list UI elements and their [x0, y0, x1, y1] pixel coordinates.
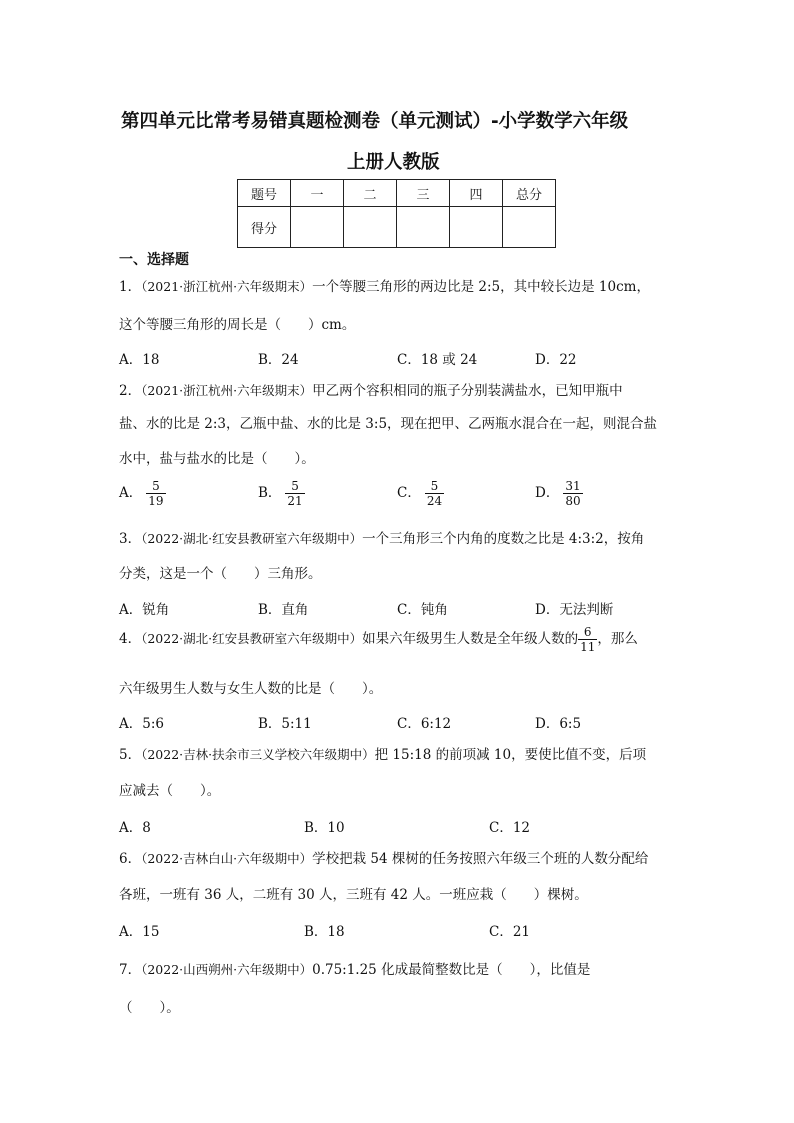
q4-option-b[interactable]: B．5:11 — [258, 716, 312, 732]
q3-option-a[interactable]: A．锐角 — [119, 602, 170, 618]
score-header-cell: 二 — [344, 180, 397, 207]
q4-option-a[interactable]: A．5:6 — [119, 716, 164, 732]
question-4-line2: 六年级男生人数与女生人数的比是（ ）。 — [119, 681, 383, 697]
fraction-denominator: 11 — [580, 640, 596, 654]
question-text: ，那么 — [597, 631, 638, 647]
score-table-score-row — [238, 207, 556, 248]
fraction — [578, 625, 597, 654]
fraction-denominator: 80 — [565, 494, 581, 508]
question-number: 5． — [119, 747, 142, 763]
score-cell-empty — [503, 207, 556, 248]
question-5-line2: 应减去（ ）。 — [119, 783, 221, 799]
page-title-line1: 第四单元比常考易错真题检测卷（单元测试）-小学数学六年级 — [121, 111, 629, 132]
option-letter: C． — [397, 485, 421, 501]
score-cell-empty — [291, 207, 344, 248]
fraction — [146, 479, 165, 508]
q6-option-a[interactable]: A．15 — [119, 924, 160, 940]
q1-option-b[interactable]: B．24 — [258, 352, 299, 368]
fraction-numerator: 31 — [565, 479, 581, 493]
question-3-line1 — [119, 527, 644, 547]
question-number: 3． — [119, 531, 142, 547]
fraction-numerator: 5 — [291, 479, 299, 493]
question-source: （2022·湖北·红安县教研室六年级期中） — [141, 531, 363, 546]
question-text: 把 15:18 的前项减 10，要使比值不变，后项 — [374, 747, 647, 763]
fraction — [285, 479, 304, 508]
question-6-line1 — [119, 847, 648, 867]
q4-option-d[interactable]: D．6:5 — [535, 716, 582, 732]
q5-option-c[interactable]: C．12 — [489, 820, 531, 836]
q5-option-a[interactable]: A．8 — [119, 820, 151, 836]
q3-option-d[interactable]: D．无法判断 — [535, 602, 614, 618]
q6-option-b[interactable]: B．18 — [304, 924, 345, 940]
question-1-line1 — [119, 275, 650, 295]
fraction-numerator: 5 — [152, 479, 160, 493]
question-source: （2022·山西朔州·六年级期中） — [141, 962, 313, 977]
question-number: 6． — [119, 851, 142, 867]
question-text: 一个三角形三个内角的度数之比是 4:3:2，按角 — [362, 531, 645, 547]
option-letter: D． — [535, 485, 560, 501]
question-2-line3: 水中，盐与盐水的比是（ ）。 — [119, 451, 315, 467]
question-source: （2021·浙江杭州·六年级期末） — [141, 383, 313, 398]
score-cell-empty — [397, 207, 450, 248]
q5-option-b[interactable]: B．10 — [304, 820, 345, 836]
score-header-cell: 四 — [450, 180, 503, 207]
q1-option-a[interactable]: A．18 — [119, 352, 160, 368]
question-6-line2: 各班，一班有 36 人，二班有 30 人，三班有 42 人。一班应栽（ ）棵树。 — [119, 887, 588, 903]
score-cell-empty — [344, 207, 397, 248]
question-source: （2022·湖北·红安县教研室六年级期中） — [141, 631, 363, 646]
q2-option-a[interactable] — [119, 479, 166, 508]
question-number: 2． — [119, 383, 142, 399]
question-5-line1 — [119, 743, 646, 763]
score-row-label: 得分 — [238, 207, 291, 248]
fraction-denominator: 24 — [426, 494, 443, 508]
score-cell-empty — [450, 207, 503, 248]
question-2-line1 — [119, 379, 623, 399]
section-heading-choice: 一、选择题 — [119, 252, 189, 268]
q1-option-c[interactable]: C．18 或 24 — [397, 352, 478, 368]
score-table — [237, 179, 556, 248]
question-number: 1． — [119, 279, 142, 295]
question-number: 7． — [119, 962, 142, 978]
question-text: 学校把栽 54 棵树的任务按照六年级三个班的人数分配给 — [312, 851, 649, 867]
score-header-cell: 三 — [397, 180, 450, 207]
q4-option-c[interactable]: C．6:12 — [397, 716, 452, 732]
question-source: （2022·吉林白山·六年级期中） — [141, 851, 313, 866]
q1-option-d[interactable]: D．22 — [535, 352, 577, 368]
fraction — [425, 479, 444, 508]
question-number: 4． — [119, 631, 142, 647]
q3-option-b[interactable]: B．直角 — [258, 602, 309, 618]
score-header-cell: 一 — [291, 180, 344, 207]
fraction-denominator: 21 — [287, 494, 303, 508]
question-1-line2: 这个等腰三角形的周长是（ ）cm。 — [119, 317, 356, 333]
question-4-line1 — [119, 625, 638, 654]
option-letter: B． — [258, 485, 282, 501]
q2-option-c[interactable] — [397, 479, 444, 508]
q3-option-c[interactable]: C．钝角 — [397, 602, 448, 618]
question-text: 一个等腰三角形的两边比是 2:5，其中较长边是 10cm， — [312, 279, 650, 295]
q6-option-c[interactable]: C．21 — [489, 924, 531, 940]
question-text: 如果六年级男生人数是全年级人数的 — [362, 631, 579, 647]
question-2-line2: 盐、水的比是 2:3，乙瓶中盐、水的比是 3:5，现在把甲、乙两瓶水混合在一起，则混合盐 — [119, 416, 658, 432]
question-7-line1 — [119, 958, 590, 978]
question-text: 0.75:1.25 化成最简整数比是（ ），比值是 — [312, 962, 591, 978]
fraction — [563, 479, 582, 508]
q2-option-d[interactable] — [535, 479, 583, 508]
option-letter: A． — [119, 485, 143, 501]
question-source: （2022·吉林·扶余市三义学校六年级期中） — [141, 747, 375, 762]
score-table-header-row — [238, 180, 556, 207]
score-header-cell: 题号 — [238, 180, 291, 207]
question-7-line2: （ ）。 — [119, 1000, 180, 1016]
score-header-cell: 总分 — [503, 180, 556, 207]
question-text: 甲乙两个容积相同的瓶子分别装满盐水，已知甲瓶中 — [312, 383, 623, 399]
fraction-numerator: 5 — [430, 479, 439, 493]
question-source: （2021·浙江杭州·六年级期末） — [141, 279, 313, 294]
fraction-denominator: 19 — [148, 494, 164, 508]
page-title-line2: 上册人教版 — [347, 152, 440, 173]
q2-option-b[interactable] — [258, 479, 305, 508]
question-3-line2: 分类，这是一个（ ）三角形。 — [119, 566, 322, 582]
fraction-numerator: 6 — [583, 625, 592, 639]
